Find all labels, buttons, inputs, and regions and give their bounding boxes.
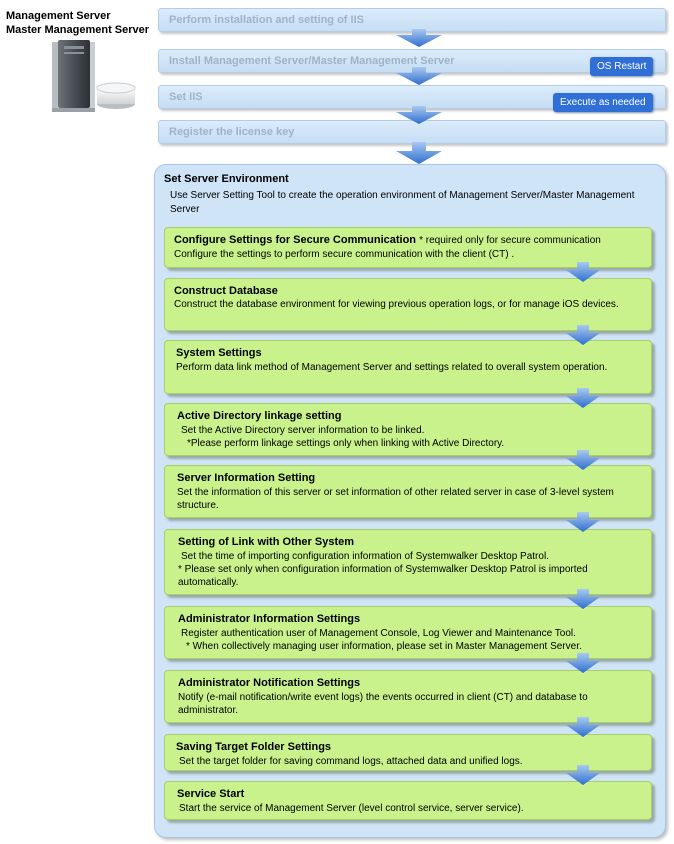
- task-note: * When collectively managing user information, please set in Master Management Server.: [186, 641, 582, 652]
- flow-arrow-icon: [566, 653, 600, 673]
- flow-arrow-icon: [566, 450, 600, 470]
- server-title: [6, 9, 166, 37]
- server-machine-icon: [44, 40, 146, 112]
- task-description: Notify (e-mail notification/write event logs) the events occurred in client (CT) and database to administrator.: [178, 692, 588, 716]
- flow-arrow-icon: [396, 67, 442, 85]
- task-title: Service Start: [177, 788, 245, 800]
- flow-arrow-icon: [396, 106, 442, 124]
- task-description: Set the time of importing configuration information of Systemwalker Desktop Patrol.: [181, 551, 549, 562]
- task-title: Setting of Link with Other System: [178, 536, 355, 548]
- flow-arrow-icon: [566, 765, 600, 785]
- step-install-server-label: Install Management Server/Master Management Server: [169, 55, 455, 67]
- task-title: Administrator Information Settings: [178, 613, 361, 625]
- task-description: Set the target folder for saving command logs, attached data and unified logs.: [179, 756, 523, 767]
- task-title: Saving Target Folder Settings: [176, 741, 332, 753]
- task-title: Server Information Setting: [177, 472, 316, 484]
- environment-description: Use Server Setting Tool to create the operation environment of Management Server/Master Management Server: [170, 190, 635, 215]
- task-description: Perform data link method of Management Server and settings related to overall system operation.: [176, 362, 608, 373]
- flow-arrow-icon: [566, 717, 600, 737]
- task-description: Construct the database environment for viewing previous operation logs, or for manage iOS devices.: [174, 299, 619, 310]
- server-title-line2: Master Management Server: [6, 24, 150, 36]
- server-title-line1: Management Server: [6, 10, 111, 22]
- task-description: Set the information of this server or set information of other related server in case of 3-level system structure.: [177, 487, 614, 511]
- task-title: Construct Database: [174, 285, 278, 297]
- task-title: Active Directory linkage setting: [177, 410, 342, 422]
- flow-arrow-icon: [566, 388, 600, 408]
- flow-arrow-icon: [566, 512, 600, 532]
- task-note: * Please set only when configuration information of Systemwalker Desktop Patrol is imported automatically.: [178, 564, 588, 588]
- task-description: Configure the settings to perform secure communication with the client (CT) .: [174, 249, 515, 260]
- flow-arrow-icon: [566, 325, 600, 345]
- step-install-iis-label: Perform installation and setting of IIS: [169, 14, 364, 26]
- flow-arrow-icon: [566, 589, 600, 609]
- step-set-iis-label: Set IIS: [169, 91, 203, 103]
- task-description: Start the service of Management Server (level control service, server service).: [179, 803, 524, 814]
- os-restart-badge: OS Restart: [590, 57, 653, 76]
- flow-arrow-icon: [566, 262, 600, 282]
- step-register-license-label: Register the license key: [169, 126, 295, 138]
- task-note: * required only for secure communication: [419, 235, 601, 246]
- task-description: Register authentication user of Management Console, Log Viewer and Maintenance Tool.: [181, 628, 576, 639]
- environment-title: Set Server Environment: [164, 173, 289, 185]
- task-title: Administrator Notification Settings: [178, 677, 361, 689]
- flow-arrow-icon: [396, 142, 442, 164]
- task-title: Configure Settings for Secure Communication: [174, 234, 417, 246]
- task-description: Set the Active Directory server information to be linked.: [181, 425, 425, 436]
- task-title: System Settings: [176, 347, 262, 359]
- task-note: *Please perform linkage settings only when linking with Active Directory.: [187, 438, 505, 449]
- execute-as-needed-badge: Execute as needed: [553, 93, 653, 112]
- flow-arrow-icon: [396, 29, 442, 47]
